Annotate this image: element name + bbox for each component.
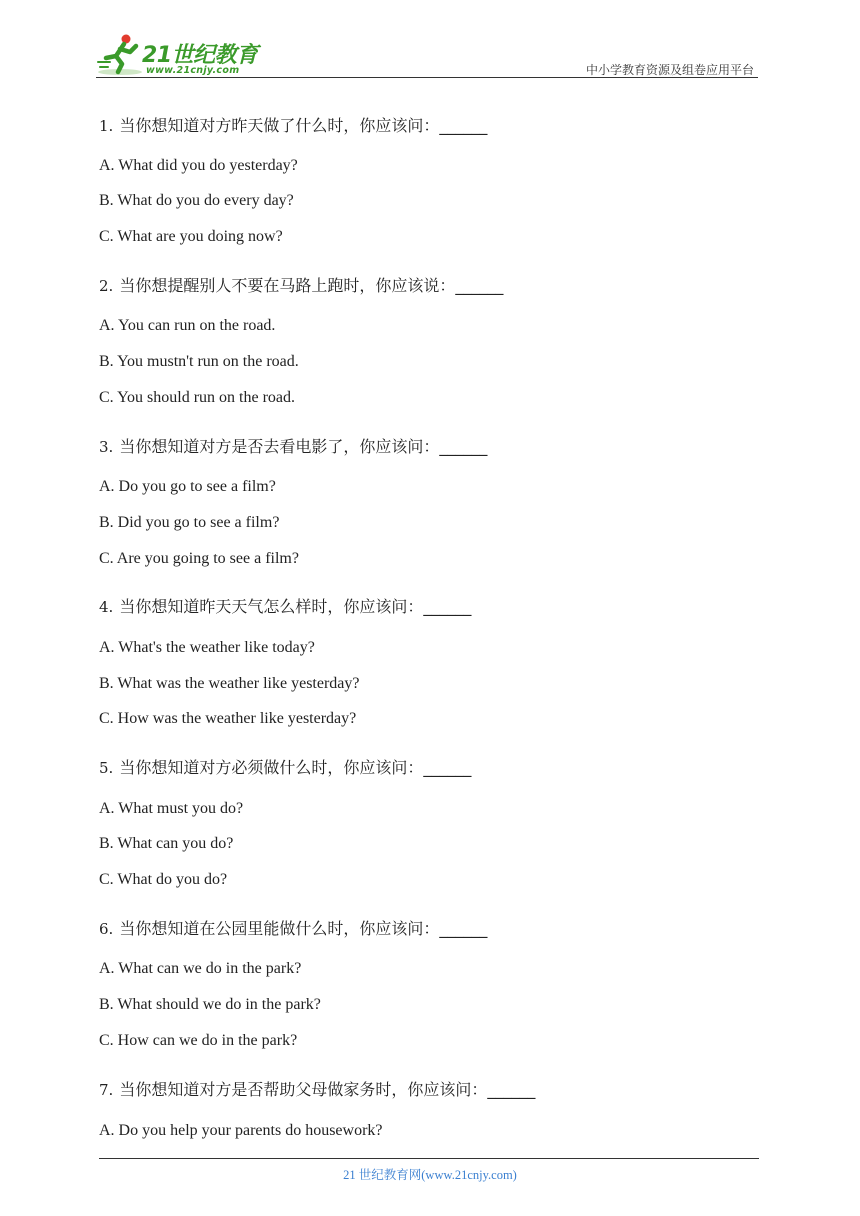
option-5c: C. What do you do? xyxy=(99,871,228,888)
question-number: 1. xyxy=(99,117,114,135)
option-7a: A. Do you help your parents do housework? xyxy=(99,1122,383,1139)
question-number: 7. xyxy=(99,1081,114,1099)
question-text: 当你想提醒别人不要在马路上跑时，你应该说：______ xyxy=(119,276,504,295)
question-4 xyxy=(99,594,471,617)
option-2c: C. You should run on the road. xyxy=(99,389,296,406)
question-7 xyxy=(99,1077,535,1100)
logo xyxy=(96,32,266,80)
question-text: 当你想知道对方是否去看电影了，你应该问：______ xyxy=(119,437,488,456)
footer-link[interactable]: 21 世纪教育网(www.21cnjy.com) xyxy=(343,1168,517,1182)
option-6b: B. What should we do in the park? xyxy=(99,996,321,1013)
logo-url: www.21cnjy.com xyxy=(146,65,240,76)
question-6 xyxy=(99,916,487,939)
question-text: 当你想知道在公园里能做什么时，你应该问：______ xyxy=(119,919,488,938)
question-number: 2. xyxy=(99,277,114,295)
logo-title: 21世纪教育 xyxy=(142,43,258,68)
option-1a: A. What did you do yesterday? xyxy=(99,157,298,174)
option-1c: C. What are you doing now? xyxy=(99,228,283,245)
question-3 xyxy=(99,434,487,457)
question-text: 当你想知道对方是否帮助父母做家务时，你应该问：______ xyxy=(119,1080,536,1099)
option-5a: A. What must you do? xyxy=(99,800,244,817)
question-number: 4. xyxy=(99,598,114,616)
question-5 xyxy=(99,755,471,778)
header-platform-text: 中小学教育资源及组卷应用平台 xyxy=(585,63,754,77)
runner-logo-icon xyxy=(96,32,144,78)
question-number: 3. xyxy=(99,438,114,456)
option-6a: A. What can we do in the park? xyxy=(99,960,302,977)
footer-divider xyxy=(99,1158,759,1159)
question-number: 5. xyxy=(99,759,114,777)
option-4a: A. What's the weather like today? xyxy=(99,639,315,656)
option-2a: A. You can run on the road. xyxy=(99,317,276,334)
option-1b: B. What do you do every day? xyxy=(99,192,294,209)
option-3b: B. Did you go to see a film? xyxy=(99,514,280,531)
header-divider xyxy=(96,77,758,78)
option-3c: C. Are you going to see a film? xyxy=(99,550,299,567)
question-1 xyxy=(99,113,487,136)
option-6c: C. How can we do in the park? xyxy=(99,1032,298,1049)
option-2b: B. You mustn't run on the road. xyxy=(99,353,299,370)
question-text: 当你想知道昨天天气怎么样时，你应该问：______ xyxy=(119,597,472,616)
option-3a: A. Do you go to see a film? xyxy=(99,478,276,495)
option-4b: B. What was the weather like yesterday? xyxy=(99,675,360,692)
option-4c: C. How was the weather like yesterday? xyxy=(99,710,357,727)
question-2 xyxy=(99,273,503,296)
question-text: 当你想知道对方必须做什么时，你应该问：______ xyxy=(119,758,472,777)
option-5b: B. What can you do? xyxy=(99,835,234,852)
page-header xyxy=(96,32,758,80)
question-number: 6. xyxy=(99,920,114,938)
question-text: 当你想知道对方昨天做了什么时，你应该问：______ xyxy=(119,116,488,135)
